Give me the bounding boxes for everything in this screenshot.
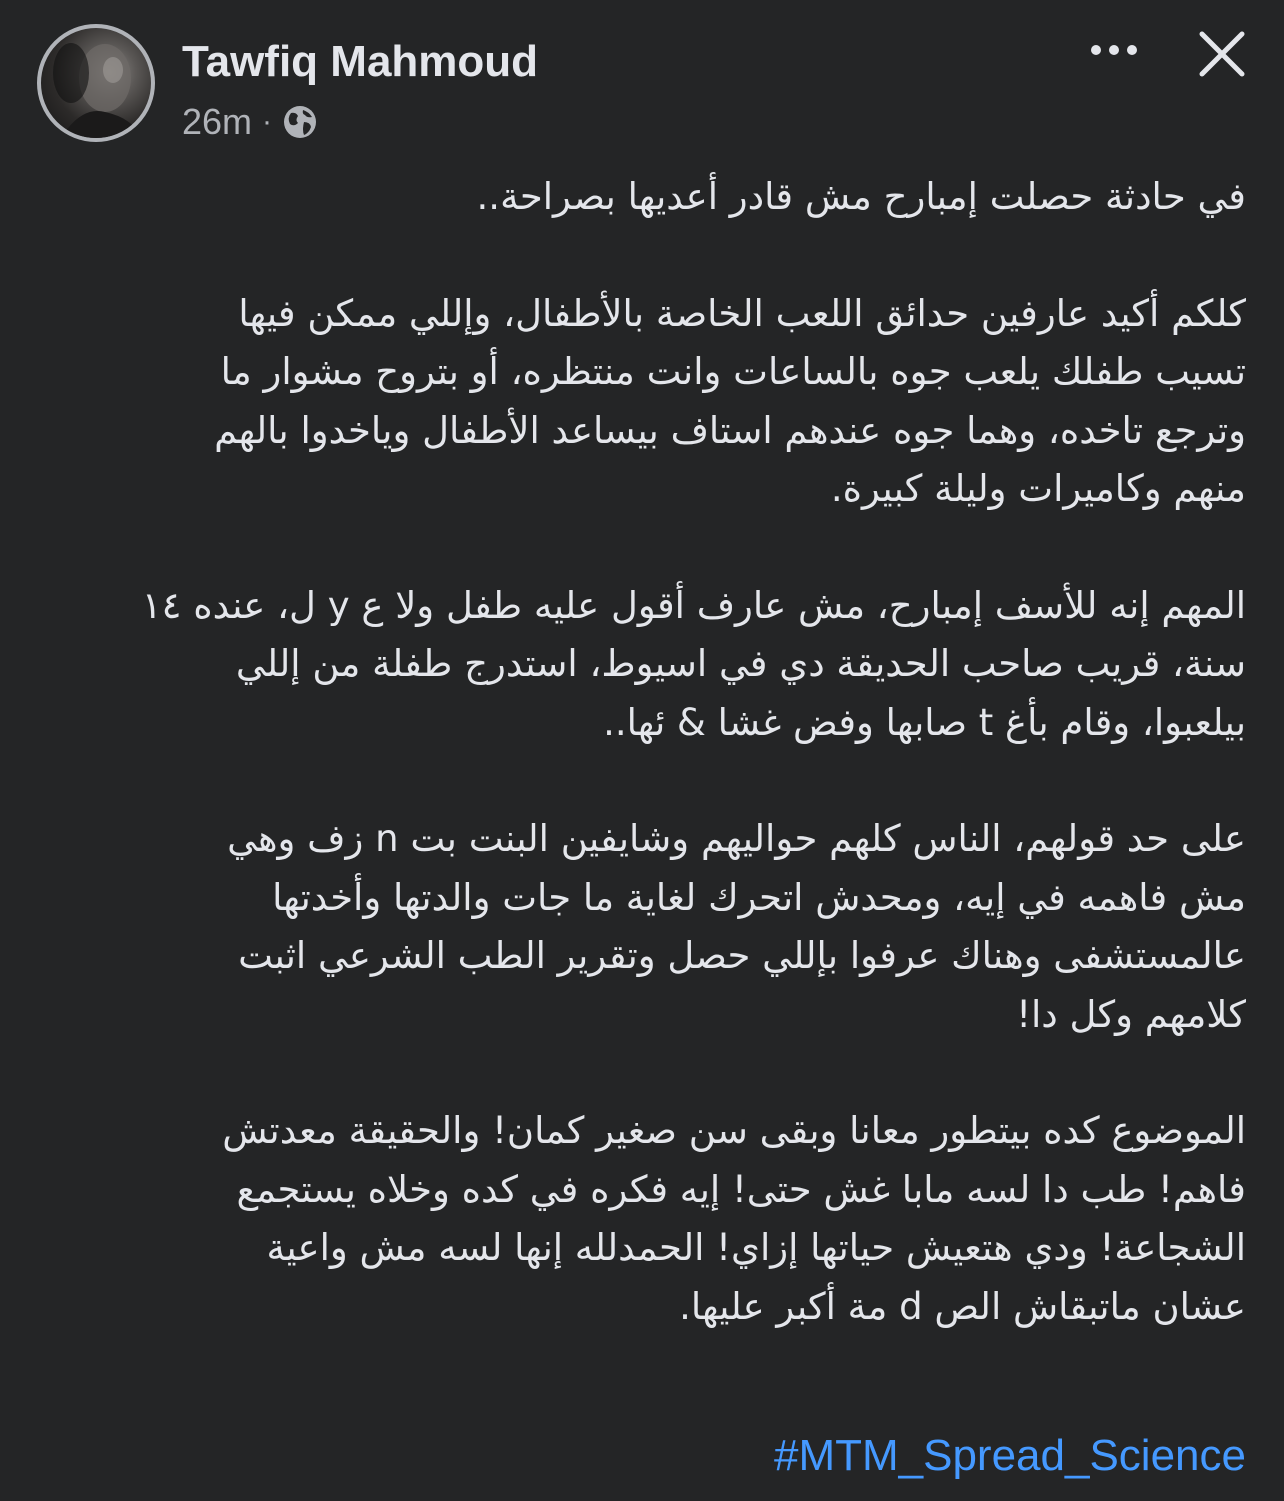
hashtag-link[interactable]: #MTM_Spread_Science — [773, 1431, 1246, 1480]
post-header — [0, 0, 1284, 150]
post-timestamp[interactable]: 26m — [182, 101, 253, 142]
author-avatar[interactable] — [37, 24, 155, 142]
meta-separator: · — [262, 105, 273, 138]
author-name[interactable]: Tawfiq Mahmoud — [182, 37, 539, 86]
avatar-portrait — [41, 28, 151, 138]
post-paragraph-2: كلكم أكيد عارفين حدائق اللعب الخاصة بالأطفال، وإللي ممكن فيها تسيب طفلك يلعب جوه بالساعات وانت منتظره، أو بتروح مشوار ما وترجع تاخده، وهما جوه عندهم استاف بيساعد الأطفال وياخدوا بالهم منهم وكاميرات وليلة كبيرة. — [214, 291, 1246, 510]
post-text — [40, 168, 1246, 1394]
post-paragraph-5: الموضوع كده بيتطور معانا وبقى سن صغير كمان! والحقيقة معدتش فاهم! طب دا لسه مابا غش حتى! إيه فكره في كده وخلاه يستجمع الشجاعة! ودي هتعيش حياتها إزاي! الحمدلله إنها لسه مش واعية عشان ماتبقاش الص d مة أكبر عليها. — [222, 1109, 1246, 1328]
globe-icon — [282, 104, 318, 140]
close-icon[interactable] — [1196, 28, 1248, 80]
post-paragraph-3: المهم إنه للأسف إمبارح، مش عارف أقول عليه طفل ولا ع y ل، عنده ١٤ سنة، قريب صاحب الحديقة دي في اسيوط، استدرج طفلة من إللي بيلعبوا، وقام بأغ t صابها وفض غشا & ئها.. — [141, 583, 1246, 744]
post-paragraph-1: في حادثة حصلت إمبارح مش قادر أعديها بصراحة.. — [476, 175, 1246, 218]
more-options-icon[interactable] — [1086, 28, 1146, 72]
post-meta — [182, 98, 318, 146]
post-paragraph-4: على حد قولهم، الناس كلهم حواليهم وشايفين البنت بت n زف وهي مش فاهمه في إيه، ومحدش اتحرك لغاية ما جات والدتها وأخدتها عالمستشفى وهناك عرفوا بإللي حصل وتقرير الطب الشرعي اثبت كلامهم وكل دا! — [227, 817, 1246, 1036]
